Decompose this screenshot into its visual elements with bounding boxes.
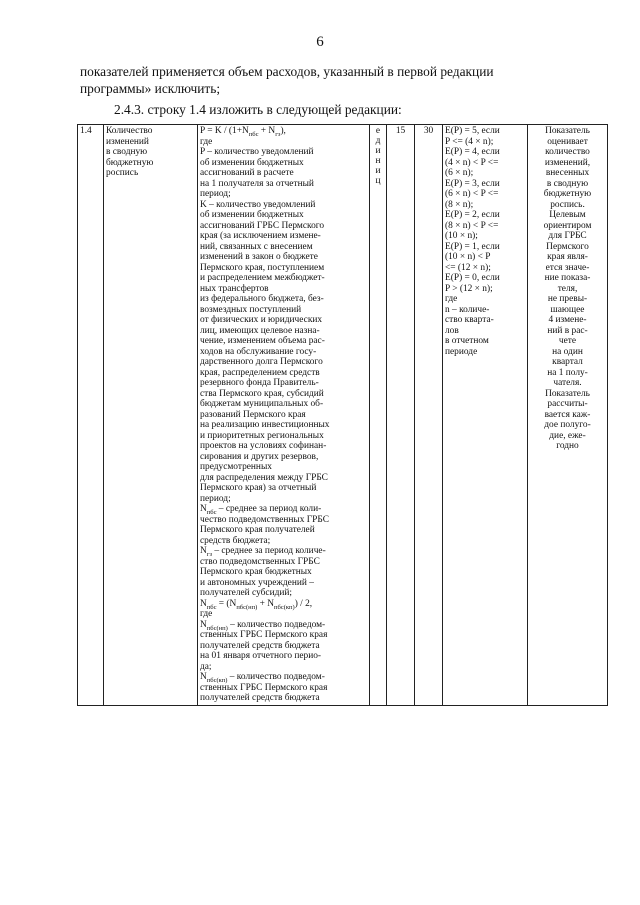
- text-line: где: [200, 609, 213, 619]
- text-line: где: [445, 294, 458, 304]
- text-line: дарственного долга Пермского: [200, 357, 323, 367]
- text-line: где: [200, 136, 213, 147]
- text-line: в отчетном: [445, 336, 489, 346]
- text-line: ство кварта-: [445, 315, 494, 325]
- text-line: для ГРБС: [548, 231, 587, 241]
- text-line: чателя.: [553, 378, 582, 388]
- text-line: изменений,: [544, 157, 591, 168]
- text-line: на 1 получателя за отчетный: [200, 178, 314, 189]
- text-line: получателей средств бюджета: [200, 693, 320, 703]
- unit-letter: и: [375, 146, 381, 156]
- text-line: чество подведомственных ГРБС: [200, 514, 329, 525]
- text-line: об изменении бюджетных: [200, 210, 304, 220]
- text-line: внесенных: [545, 168, 590, 178]
- unit-letter: д: [375, 136, 381, 146]
- text-line: края явля-: [547, 252, 588, 262]
- intro-paragraph-2: 2.4.3. строку 1.4 изложить в следующей редакции:: [114, 102, 402, 117]
- text-line: E(P) = 2, если: [445, 210, 500, 220]
- text-line: да;: [200, 661, 212, 672]
- text-line: средств бюджета;: [200, 535, 271, 546]
- text-line: $P = K / (1+N_{пбс} + N_{гз})$,: [200, 126, 286, 138]
- text-line: бюджетам муниципальных об-: [200, 399, 324, 409]
- unit-cell: [370, 125, 387, 706]
- text-line: возмездных поступлений: [200, 304, 302, 315]
- text-line: ассигнований ГРБС Пермского: [200, 220, 325, 231]
- text-line: n – количе-: [445, 304, 490, 315]
- unit-letter: е: [375, 126, 381, 136]
- text-line: не превы-: [547, 294, 588, 304]
- scale-cell: [443, 125, 528, 706]
- text-line: Пермского края, поступлением: [200, 262, 325, 273]
- text-line: количество: [545, 147, 590, 157]
- text-line: (10 × n);: [445, 231, 478, 241]
- text-line: роспись: [106, 168, 139, 178]
- text-line: на 01 января отчетного перио-: [200, 651, 322, 661]
- text-line: $N_{пбс} = (N_{пбс(нп)} + N_{пбс(кп)}) / 2$,: [200, 598, 313, 611]
- text-line: P <= (4 × n);: [445, 136, 494, 147]
- text-line: период;: [200, 189, 231, 199]
- text-line: изменений в закон о бюджете: [200, 252, 318, 262]
- text-line: сирования и других резервов,: [200, 451, 319, 462]
- text-line: Количество: [106, 126, 153, 136]
- text-line: $N_{пбс}$ – среднее за период коли-: [200, 504, 322, 516]
- unit-letter: ц: [375, 176, 381, 186]
- text-line: ства Пермского края, субсидий: [200, 388, 324, 399]
- text-line: края (за исключением измене-: [200, 231, 321, 241]
- text-line: ний в рас-: [547, 325, 588, 336]
- text-line: E(P) = 0, если: [445, 273, 500, 283]
- text-line: (6 × n);: [445, 168, 474, 178]
- indicator-table: [77, 124, 608, 706]
- text-line: чете: [558, 336, 577, 346]
- formula-lines: [200, 126, 367, 704]
- text-line: ственных ГРБС Пермского края: [200, 682, 328, 693]
- text-line: E(P) = 4, если: [445, 147, 500, 157]
- text-line: Пермского края бюджетных: [200, 567, 312, 577]
- text-line: оценивает: [547, 136, 588, 147]
- text-line: и приоритетных региональных: [200, 430, 324, 441]
- text-line: предусмотренных: [200, 462, 272, 472]
- text-line: бюджетную: [106, 157, 154, 168]
- text-line: дое полуго-: [544, 420, 591, 430]
- text-line: Пермского края) за отчетный: [200, 483, 317, 493]
- text-line: ных трансфертов: [200, 283, 269, 294]
- value-cell-2: 30: [415, 125, 443, 706]
- text-line: ний, связанных с внесением: [200, 241, 313, 252]
- text-line: резервного фонда Правитель-: [200, 378, 319, 388]
- text-line: вается каж-: [544, 409, 591, 420]
- row-number-cell: 1.4: [78, 125, 104, 706]
- text-line: Пермского края получателей: [200, 525, 315, 535]
- text-line: роспись.: [550, 199, 585, 210]
- text-line: получателей субсидий;: [200, 588, 292, 598]
- text-line: для распределения между ГРБС: [200, 472, 328, 483]
- text-line: ется значе-: [545, 262, 590, 273]
- text-line: ство подведомственных ГРБС: [200, 556, 320, 567]
- note-cell: [528, 125, 608, 706]
- text-line: $N_{пбс(нп)}$ – количество подведом-: [200, 619, 326, 632]
- unit-vertical-text: [372, 126, 384, 186]
- text-line: P – количество уведомлений: [200, 147, 314, 157]
- text-line: на реализацию инвестиционных: [200, 420, 330, 430]
- text-line: рассчиты-: [547, 399, 588, 409]
- formula-cell: [198, 125, 370, 706]
- text-line: об изменении бюджетных: [200, 157, 304, 168]
- text-line: лиц, имеющих целевое назна-: [200, 325, 320, 336]
- unit-letter: и: [375, 166, 381, 176]
- value-cell-1: 15: [387, 125, 415, 706]
- text-line: лов: [445, 325, 459, 336]
- text-line: разований Пермского края: [200, 409, 306, 420]
- text-line: Целевым: [549, 210, 586, 220]
- text-line: ходов на обслуживание госу-: [200, 346, 317, 357]
- page-number: 6: [316, 34, 324, 50]
- text-line: Показатель: [545, 388, 590, 399]
- text-line: K – количество уведомлений: [200, 199, 316, 210]
- intro-line: показателей применяется объем расходов, указанный в первой редакции: [80, 64, 494, 79]
- text-line: ориентиром: [543, 220, 592, 231]
- text-line: E(P) = 5, если: [445, 126, 500, 136]
- text-line: теля,: [557, 283, 578, 294]
- text-line: в сводную: [106, 147, 148, 157]
- intro-line: программы» исключить;: [80, 81, 221, 96]
- text-line: на 1 полу-: [547, 367, 588, 378]
- text-line: шающее: [550, 304, 585, 315]
- text-line: из федерального бюджета, без-: [200, 294, 324, 304]
- text-line: дие, еже-: [549, 430, 586, 441]
- name-lines: [106, 126, 195, 179]
- text-line: получателей средств бюджета: [200, 640, 320, 651]
- table-row: [78, 125, 608, 706]
- text-line: E(P) = 1, если: [445, 241, 500, 252]
- text-line: $N_{пбс(кп)}$ – количество подведом-: [200, 672, 325, 684]
- text-line: Показатель: [545, 126, 590, 136]
- text-line: период;: [200, 493, 231, 504]
- text-line: (6 × n) < P <=: [445, 189, 499, 199]
- text-line: изменений: [106, 136, 149, 147]
- text-line: проектов на условиях софинан-: [200, 441, 327, 451]
- unit-letter: н: [375, 156, 381, 166]
- text-line: <= (12 × n);: [445, 262, 491, 273]
- text-line: на один: [552, 346, 583, 357]
- text-line: (8 × n) < P <=: [445, 220, 499, 231]
- text-line: P > (12 × n);: [445, 283, 493, 294]
- text-line: ассигнований в расчете: [200, 168, 294, 178]
- text-line: бюджетную: [543, 189, 592, 199]
- text-line: E(P) = 3, если: [445, 178, 500, 189]
- text-line: ственных ГРБС Пермского края: [200, 630, 328, 640]
- text-line: квартал: [552, 357, 583, 367]
- scale-lines: [445, 126, 525, 357]
- text-line: $N_{гз}$ – среднее за период количе-: [200, 546, 326, 558]
- indicator-name-cell: [104, 125, 198, 706]
- text-line: Пермского: [546, 241, 589, 252]
- text-line: чение, изменением объема рас-: [200, 336, 325, 346]
- text-line: периоде: [445, 346, 478, 357]
- text-line: края, распределением средств: [200, 367, 320, 378]
- text-line: (8 × n);: [445, 199, 474, 210]
- intro-paragraph-1: [80, 63, 600, 97]
- text-line: годно: [556, 441, 579, 451]
- note-lines: [530, 126, 605, 452]
- text-line: 4 измене-: [548, 315, 587, 325]
- intro-text: [80, 63, 600, 118]
- text-line: и автономных учреждений –: [200, 577, 314, 588]
- text-line: от физических и юридических: [200, 315, 323, 325]
- text-line: (10 × n) < P: [445, 252, 491, 262]
- text-line: ние показа-: [544, 273, 591, 283]
- text-line: и распределением межбюджет-: [200, 273, 325, 283]
- text-line: в сводную: [546, 178, 589, 189]
- text-line: (4 × n) < P <=: [445, 157, 499, 168]
